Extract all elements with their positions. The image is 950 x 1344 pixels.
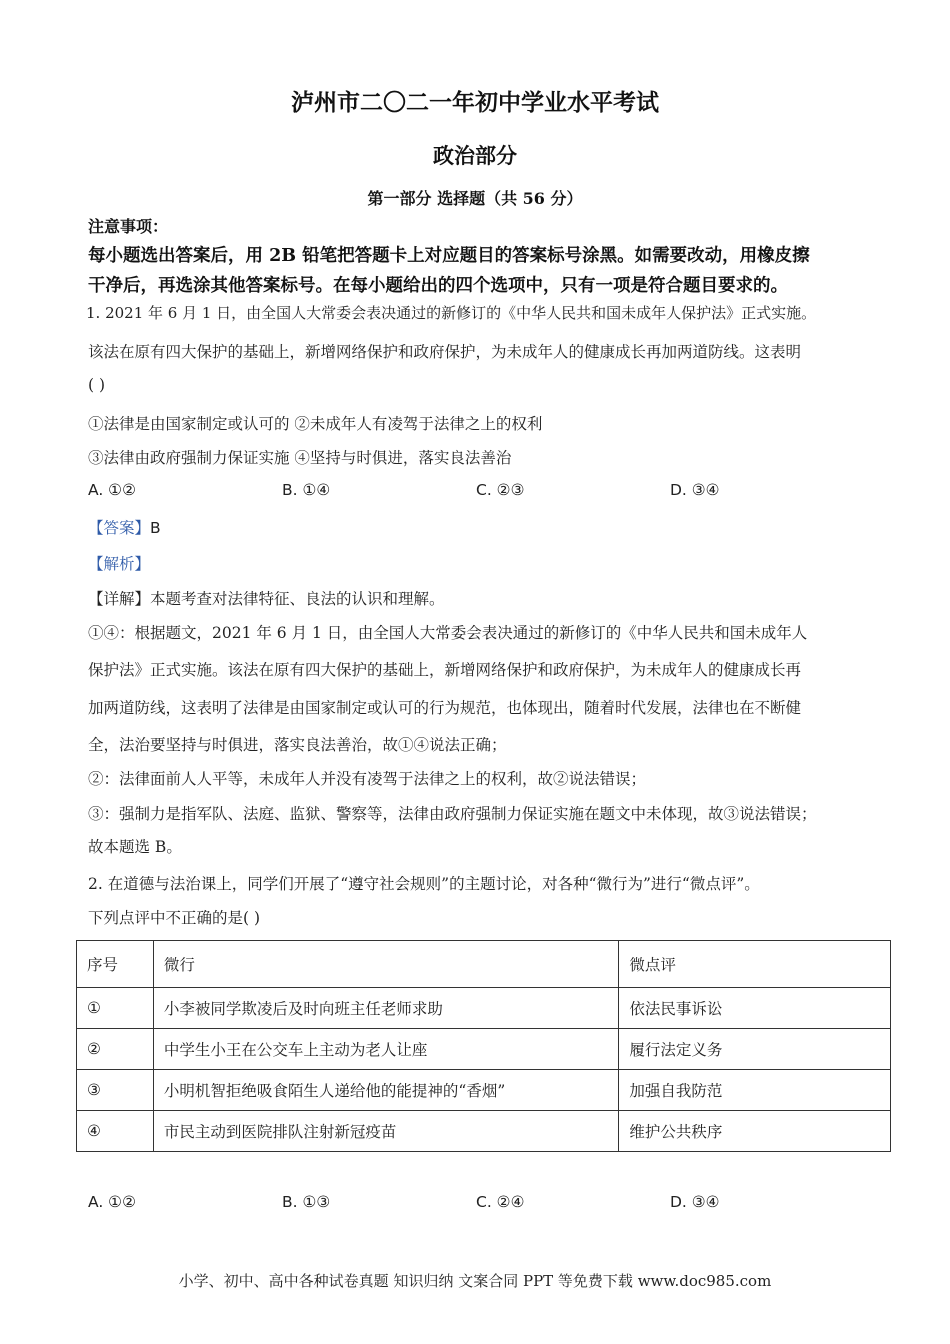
table-cell: ① [77,988,154,1029]
notice-line-2: 干净后，再选涂其他答案标号。在每小题给出的四个选项中，只有一项是符合题目要求的。 [88,276,788,296]
table-header-row [77,941,891,988]
q1-stem-line-2: 该法在原有四大保护的基础上，新增网络保护和政府保护，为未成年人的健康成长再加两道防线。这表明 [88,343,802,361]
table-row [77,988,891,1029]
answer-value: B [150,519,161,537]
page-title: 泸州市二〇二一年初中学业水平考试 [291,89,659,116]
table-cell: 维护公共秩序 [619,1111,891,1152]
q1-statements-2: ③法律由政府强制力保证实施 ④坚持与时俱进，落实良法善治 [88,449,512,467]
notice-line-1: 每小题选出答案后，用 2B 铅笔把答题卡上对应题目的答案标号涂黑。如需要改动，用橡皮擦 [88,246,810,266]
q1-answer [88,516,161,538]
table-cell: ② [77,1029,154,1070]
q1-option-b: B. ①④ [282,481,331,499]
table-header-cell: 微点评 [619,941,891,988]
table-cell: 加强自我防范 [619,1070,891,1111]
q1-option-d: D. ③④ [670,481,720,499]
q1-explanation-2: ②：法律面前人人平等，未成年人并没有凌驾于法律之上的权利，故②说法错误； [88,770,647,788]
q1-statements-1: ①法律是由国家制定或认可的 ②未成年人有凌驾于法律之上的权利 [88,415,543,433]
q1-explanation-3: ③：强制力是指军队、法庭、监狱、警察等，法律由政府强制力保证实施在题文中未体现，故③说法错误； [88,805,817,823]
table-cell: 小李被同学欺凌后及时向班主任老师求助 [153,988,618,1029]
q1-detail: 【详解】本题考查对法律特征、良法的认识和理解。 [88,590,445,608]
table-row [77,1070,891,1111]
table-row [77,1111,891,1152]
q1-option-c: C. ②③ [476,481,525,499]
q1-explanation-line-3: 加两道防线，这表明了法律是由国家制定或认可的行为规范，也体现出，随着时代发展，法律也在不断健 [88,699,802,717]
q2-option-d: D. ③④ [670,1193,720,1211]
q2-stem-line-1: 2. 在道德与法治课上，同学们开展了“遵守社会规则”的主题讨论，对各种“微行为”进行“微点评”。 [88,875,760,893]
table-row [77,1029,891,1070]
q1-explanation-line-1: ①④：根据题文，2021 年 6 月 1 日，由全国人大常委会表决通过的新修订的《中华人民共和国未成年人 [88,624,808,642]
q1-conclusion: 故本题选 B。 [88,838,182,856]
analysis-label: 【解析】 [88,555,151,573]
table-cell: 中学生小王在公交车上主动为老人让座 [153,1029,618,1070]
answer-label: 【答案】 [88,519,151,537]
section-heading: 第一部分 选择题（共 56 分） [367,189,583,208]
q2-stem-line-2: 下列点评中不正确的是( ) [88,909,261,927]
table-header-cell: 序号 [77,941,154,988]
table-cell: 依法民事诉讼 [619,988,891,1029]
q1-explanation-line-2: 保护法》正式实施。该法在原有四大保护的基础上，新增网络保护和政府保护，为未成年人的健康成长再 [88,661,802,679]
table-cell: 小明机智拒绝吸食陌生人递给他的能提神的“香烟” [153,1070,618,1111]
footer-text: 小学、初中、高中各种试卷真题 知识归纳 文案合同 PPT 等免费下载 www.doc985.com [178,1272,772,1290]
table-cell: ④ [77,1111,154,1152]
q1-stem-line-1: 1. 2021 年 6 月 1 日，由全国人大常委会表决通过的新修订的《中华人民共和国未成年人保护法》正式实施。 [86,304,817,322]
q1-answer-blank: ( ) [88,376,106,394]
table-cell: 市民主动到医院排队注射新冠疫苗 [153,1111,618,1152]
q2-option-c: C. ②④ [476,1193,525,1211]
q2-option-b: B. ①③ [282,1193,331,1211]
table-cell: ③ [77,1070,154,1111]
q2-option-a: A. ①② [88,1193,136,1211]
q1-option-a: A. ①② [88,481,136,499]
table-header-cell: 微行 [153,941,618,988]
q1-explanation-line-4: 全，法治要坚持与时俱进，落实良法善治，故①④说法正确； [88,736,507,754]
notice-heading: 注意事项： [88,217,169,236]
table-cell: 履行法定义务 [619,1029,891,1070]
page-subtitle: 政治部分 [433,143,517,168]
q2-table [76,940,891,1152]
